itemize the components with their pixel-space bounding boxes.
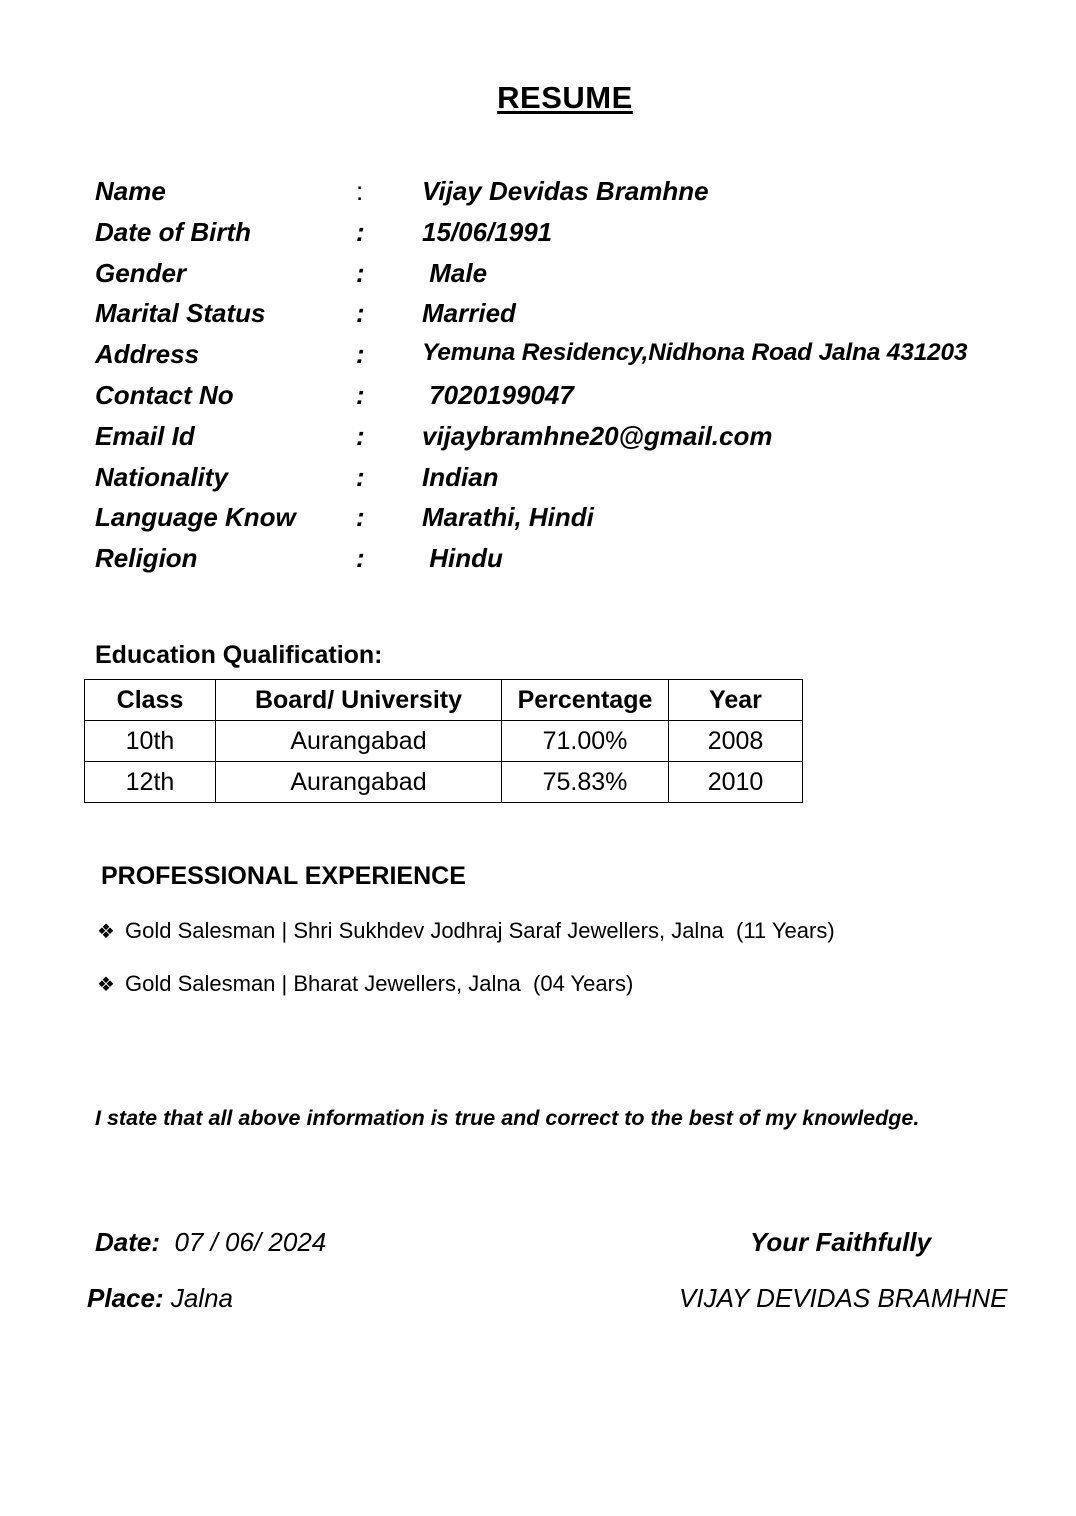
- detail-colon: :: [356, 257, 365, 288]
- detail-colon: :: [356, 339, 365, 370]
- detail-value: Married: [422, 298, 516, 329]
- document-title: RESUME: [497, 80, 633, 115]
- table-cell-class: 12th: [85, 762, 216, 803]
- experience-list: [97, 918, 835, 1024]
- table-cell-board: Aurangabad: [216, 721, 502, 762]
- detail-colon: :: [356, 543, 365, 574]
- date-value: 07 / 06/ 2024: [174, 1227, 327, 1257]
- detail-colon: :: [356, 298, 365, 329]
- experience-item-text: Gold Salesman | Shri Sukhdev Jodhraj Saraf Jewellers, Jalna (11 Years): [125, 918, 835, 943]
- education-table: [84, 679, 803, 803]
- detail-value: Male: [422, 257, 488, 288]
- detail-value: vijaybramhne20@gmail.com: [422, 420, 773, 451]
- column-header-year: Year: [669, 680, 803, 721]
- table-cell-board: Aurangabad: [216, 762, 502, 803]
- detail-colon: :: [356, 176, 364, 206]
- detail-label: Date of Birth: [95, 216, 251, 247]
- diamond-bullet-icon: ❖: [97, 974, 115, 996]
- column-header-class: Class: [85, 680, 216, 721]
- detail-label: Contact No: [95, 379, 234, 410]
- table-cell-year: 2008: [669, 721, 803, 762]
- table-header-row: [85, 680, 803, 721]
- detail-colon: :: [356, 216, 365, 247]
- table-row: [85, 762, 803, 803]
- table-cell-class: 10th: [85, 721, 216, 762]
- detail-value: Vijay Devidas Bramhne: [422, 176, 709, 206]
- detail-label: Religion: [95, 543, 198, 574]
- detail-label: Address: [95, 339, 200, 370]
- declaration-statement: I state that all above information is true and correct to the best of my knowledge.: [95, 1106, 920, 1130]
- place-label: Place:: [87, 1283, 164, 1313]
- detail-label: Nationality: [95, 461, 228, 492]
- detail-label: Language Know: [95, 502, 296, 533]
- date-line: [95, 1227, 326, 1258]
- detail-value: 7020199047: [422, 379, 574, 410]
- column-header-percentage: Percentage: [502, 680, 669, 721]
- detail-value: 15/06/1991: [422, 216, 553, 247]
- table-cell-percentage: 71.00%: [502, 721, 669, 762]
- detail-label: Email Id: [95, 420, 195, 451]
- table-row: [85, 721, 803, 762]
- table-cell-percentage: 75.83%: [502, 762, 669, 803]
- column-header-board: Board/ University: [216, 680, 502, 721]
- place-line: [87, 1283, 233, 1314]
- detail-colon: :: [356, 379, 365, 410]
- detail-colon: :: [356, 420, 365, 451]
- detail-label: Gender: [95, 257, 187, 288]
- signature-name: VIJAY DEVIDAS BRAMHNE: [679, 1283, 1008, 1313]
- detail-value: Indian: [422, 461, 499, 492]
- list-item: [97, 971, 835, 1024]
- detail-value: Marathi, Hindi: [422, 502, 594, 533]
- education-heading: Education Qualification:: [95, 641, 383, 669]
- detail-label: Marital Status: [95, 298, 266, 329]
- detail-label: Name: [95, 176, 166, 206]
- date-label: Date:: [95, 1227, 161, 1257]
- detail-colon: :: [356, 502, 365, 533]
- table-cell-year: 2010: [669, 762, 803, 803]
- experience-item-text: Gold Salesman | Bharat Jewellers, Jalna (04 Years): [125, 971, 634, 996]
- list-item: [97, 918, 835, 971]
- detail-colon: :: [356, 461, 365, 492]
- detail-value: Hindu: [422, 543, 503, 574]
- place-value: Jalna: [170, 1283, 233, 1313]
- detail-value: Yemuna Residency,Nidhona Road Jalna 431203: [422, 339, 968, 367]
- experience-heading: PROFESSIONAL EXPERIENCE: [101, 862, 466, 890]
- diamond-bullet-icon: ❖: [97, 921, 115, 943]
- closing-salutation: Your Faithfully: [750, 1227, 932, 1257]
